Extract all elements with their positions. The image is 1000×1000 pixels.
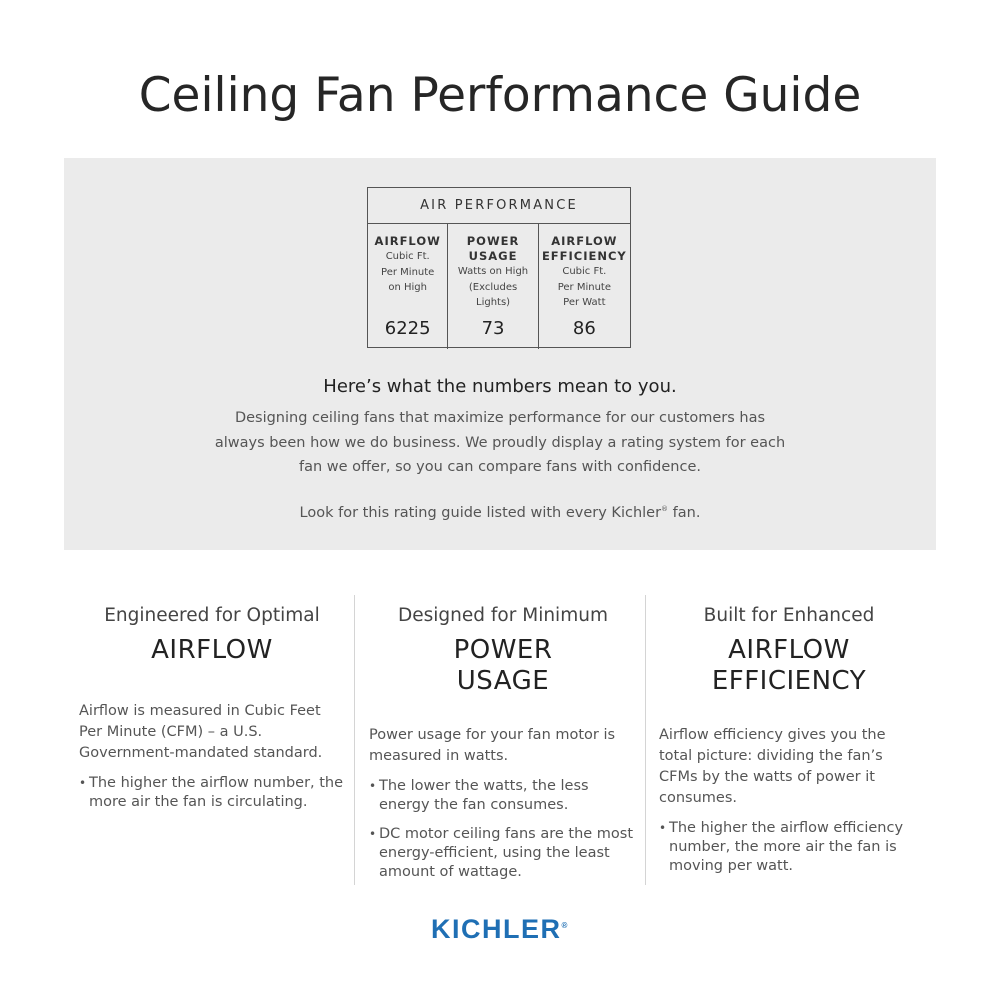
feature-power-usage	[369, 595, 637, 882]
power-usage-column	[447, 224, 537, 349]
airflow-column	[368, 224, 447, 349]
feature-bullets	[79, 774, 345, 812]
feature-eyebrow: Built for Enhanced	[703, 605, 875, 626]
bullet-item: • DC motor ceiling fans are the most energy-efficient, using the least amount of wattage.	[369, 825, 637, 882]
feature-eyebrow: Engineered for Optimal	[104, 605, 320, 626]
page-title: Ceiling Fan Performance Guide	[138, 68, 862, 123]
feature-body: Airflow efficiency gives you the total picture: dividing the fan’s CFMs by the watts of power it consumes.	[659, 727, 886, 806]
feature-eyebrow: Designed for Minimum	[398, 605, 608, 626]
kichler-logo	[0, 914, 1000, 945]
registered-mark: ®	[661, 505, 669, 514]
logo-registered-mark: ®	[561, 921, 569, 930]
column-title: AIRFLOW EFFICIENCY	[541, 234, 627, 263]
feature-columns	[0, 595, 1000, 885]
feature-title: AIRFLOW	[151, 635, 273, 665]
feature-airflow	[79, 595, 345, 812]
feature-body: Power usage for your fan motor is measured in watts.	[369, 727, 616, 764]
feature-airflow-efficiency	[659, 595, 919, 876]
column-divider	[645, 595, 646, 885]
bullet-item: • The lower the watts, the less energy the fan consumes.	[369, 777, 637, 815]
column-description: Watts on High (Excludes Lights)	[457, 266, 529, 308]
rating-info-panel	[64, 158, 936, 550]
bullet-item: • The higher the airflow efficiency number, the more air the fan is moving per watt.	[659, 819, 919, 876]
feature-title: POWER USAGE	[453, 635, 553, 696]
panel-body: Designing ceiling fans that maximize performance for our customers has always been how we do business. We proudly display a rating system for each fan we offer, so you can compare fans with confidence.	[214, 410, 786, 475]
air-performance-header: AIR PERFORMANCE	[368, 188, 630, 224]
column-title: AIRFLOW	[374, 234, 441, 248]
panel-note	[64, 505, 936, 521]
airflow-efficiency-column	[538, 224, 630, 349]
bullet-item: • The higher the airflow number, the more air the fan is circulating.	[79, 774, 345, 812]
column-description: Cubic Ft. Per Minute on High	[381, 251, 435, 293]
feature-title: AIRFLOW EFFICIENCY	[711, 635, 867, 696]
panel-heading: Here’s what the numbers mean to you.	[323, 376, 677, 397]
airflow-efficiency-value: 86	[572, 318, 596, 339]
column-title: POWER USAGE	[466, 234, 520, 263]
logo-text: KICHLER	[431, 914, 562, 944]
note-end: fan.	[668, 505, 701, 521]
column-description: Cubic Ft. Per Minute Per Watt	[557, 266, 611, 308]
feature-bullets	[369, 777, 637, 882]
column-divider	[354, 595, 355, 885]
airflow-value: 6225	[384, 318, 431, 339]
feature-body: Airflow is measured in Cubic Feet Per Minute (CFM) – a U.S. Government-mandated standard.	[79, 703, 323, 761]
power-usage-value: 73	[481, 318, 505, 339]
feature-bullets	[659, 819, 919, 876]
note-text: Look for this rating guide listed with every Kichler	[299, 505, 662, 521]
air-performance-table	[367, 187, 631, 348]
